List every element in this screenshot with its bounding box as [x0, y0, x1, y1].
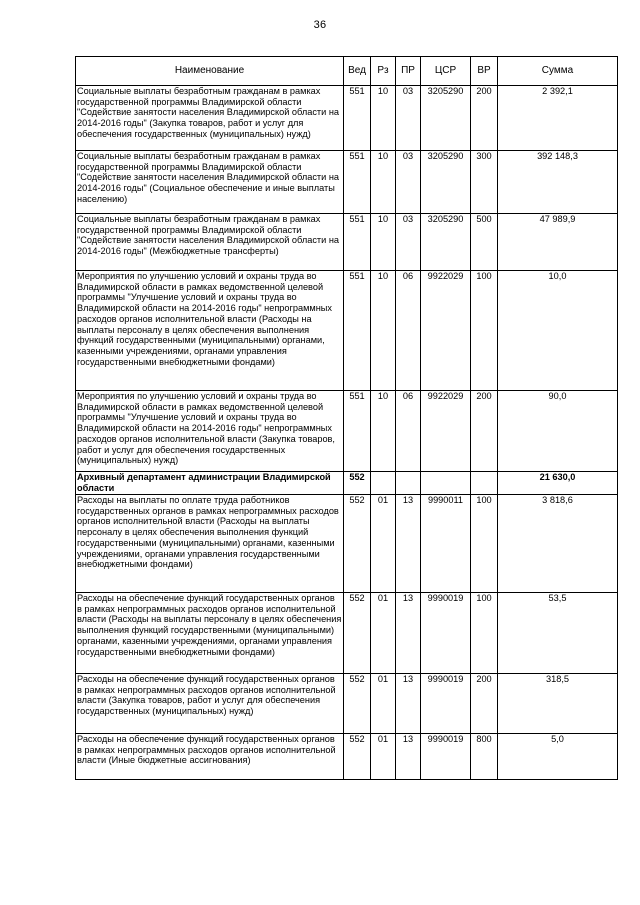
- header-row: [76, 57, 618, 86]
- cell-csr: 3205290: [421, 151, 471, 214]
- cell-ved: 551: [344, 391, 371, 472]
- cell-ved: 551: [344, 214, 371, 271]
- table-row: [76, 593, 618, 674]
- cell-pr: 03: [396, 214, 421, 271]
- cell-rz: 10: [371, 391, 396, 472]
- table-row: [76, 271, 618, 391]
- cell-name: Расходы на обеспечение функций государственных органов в рамках непрограммных расходов органов исполнительной власти (Иные бюджетные ассигнования): [76, 734, 344, 780]
- cell-pr: 13: [396, 593, 421, 674]
- cell-sum: 3 818,6: [498, 495, 618, 593]
- cell-name: Расходы на обеспечение функций государственных органов в рамках непрограммных расходов органов исполнительной власти (Расходы на выплаты персоналу в целях обеспечения выполнения функций государственными (муниципальными) органами, казенными учреждениями, органами управления государственными внебюджетными фондами): [76, 593, 344, 674]
- cell-rz: [371, 472, 396, 495]
- cell-csr: 9922029: [421, 271, 471, 391]
- cell-csr: 9922029: [421, 391, 471, 472]
- cell-rz: 10: [371, 214, 396, 271]
- cell-pr: 13: [396, 674, 421, 734]
- table-row: [76, 472, 618, 495]
- cell-sum: 318,5: [498, 674, 618, 734]
- header-csr: ЦСР: [421, 57, 471, 86]
- cell-pr: 13: [396, 495, 421, 593]
- table-row: [76, 214, 618, 271]
- cell-pr: [396, 472, 421, 495]
- cell-name: Расходы на выплаты по оплате труда работников государственных органов в рамках непрограммных расходов органов исполнительной власти (Расходы на выплаты персоналу в целях обеспечения выполнения функций государственными (муниципальными) органами, казенными учреждениями, органами управления государственными внебюджетными фондами): [76, 495, 344, 593]
- header-vr: ВР: [471, 57, 498, 86]
- cell-vr: 100: [471, 495, 498, 593]
- table-row: [76, 151, 618, 214]
- cell-vr: 800: [471, 734, 498, 780]
- cell-pr: 06: [396, 391, 421, 472]
- cell-rz: 01: [371, 674, 396, 734]
- cell-name: Мероприятия по улучшению условий и охраны труда во Владимирской области в рамках ведомственной целевой программы "Улучшение условий и охраны труда во Владимирской области на 2014-2016 годы" непрограммных расходов органов исполнительной власти (Расходы на выплаты персоналу в целях обеспечения выполнения функций государственными (муниципальными) органами, казенными учреждениями, органами управления государственными внебюджетными фондами): [76, 271, 344, 391]
- cell-csr: 9990019: [421, 593, 471, 674]
- cell-sum: 47 989,9: [498, 214, 618, 271]
- cell-vr: 300: [471, 151, 498, 214]
- header-ved: Вед: [344, 57, 371, 86]
- cell-sum: 10,0: [498, 271, 618, 391]
- cell-vr: 500: [471, 214, 498, 271]
- cell-sum: 53,5: [498, 593, 618, 674]
- cell-vr: 200: [471, 86, 498, 151]
- budget-table: [75, 56, 618, 780]
- table-row: [76, 86, 618, 151]
- cell-vr: 100: [471, 593, 498, 674]
- cell-ved: 552: [344, 734, 371, 780]
- cell-ved: 551: [344, 271, 371, 391]
- cell-sum: 5,0: [498, 734, 618, 780]
- header-name: Наименование: [76, 57, 344, 86]
- cell-csr: 9990011: [421, 495, 471, 593]
- header-pr: ПР: [396, 57, 421, 86]
- header-sum: Сумма: [498, 57, 618, 86]
- cell-sum: 21 630,0: [498, 472, 618, 495]
- table-row: [76, 495, 618, 593]
- cell-rz: 01: [371, 495, 396, 593]
- cell-name: Социальные выплаты безработным гражданам в рамках государственной программы Владимирской области "Содействие занятости населения Владимирской области на 2014-2016 годы" (Закупка товаров, работ и услуг для обеспечения государственных (муниципальных) нужд): [76, 86, 344, 151]
- cell-rz: 01: [371, 593, 396, 674]
- cell-name: Расходы на обеспечение функций государственных органов в рамках непрограммных расходов органов исполнительной власти (Закупка товаров, работ и услуг для обеспечения государственных (муниципальных) нужд): [76, 674, 344, 734]
- cell-ved: 551: [344, 151, 371, 214]
- cell-name: Мероприятия по улучшению условий и охраны труда во Владимирской области в рамках ведомственной целевой программы "Улучшение условий и охраны труда во Владимирской области на 2014-2016 годы" непрограммных расходов органов исполнительной власти (Закупка товаров, работ и услуг для обеспечения государственных (муниципальных) нужд): [76, 391, 344, 472]
- page-number: 36: [313, 19, 327, 31]
- cell-name: Социальные выплаты безработным гражданам в рамках государственной программы Владимирской области "Содействие занятости населения Владимирской области на 2014-2016 годы" (Социальное обеспечение и иные выплаты населению): [76, 151, 344, 214]
- cell-name: Архивный департамент администрации Владимирской области: [76, 472, 344, 495]
- cell-ved: 552: [344, 495, 371, 593]
- cell-ved: 552: [344, 674, 371, 734]
- cell-sum: 90,0: [498, 391, 618, 472]
- table-row: [76, 674, 618, 734]
- cell-csr: 9990019: [421, 734, 471, 780]
- cell-rz: 10: [371, 86, 396, 151]
- cell-ved: 552: [344, 593, 371, 674]
- cell-pr: 06: [396, 271, 421, 391]
- cell-sum: 392 148,3: [498, 151, 618, 214]
- cell-vr: 100: [471, 271, 498, 391]
- cell-pr: 03: [396, 86, 421, 151]
- cell-vr: [471, 472, 498, 495]
- cell-csr: 3205290: [421, 214, 471, 271]
- cell-rz: 01: [371, 734, 396, 780]
- cell-rz: 10: [371, 271, 396, 391]
- cell-ved: 552: [344, 472, 371, 495]
- cell-csr: 3205290: [421, 86, 471, 151]
- cell-pr: 03: [396, 151, 421, 214]
- cell-rz: 10: [371, 151, 396, 214]
- cell-vr: 200: [471, 674, 498, 734]
- table-row: [76, 391, 618, 472]
- header-rz: Рз: [371, 57, 396, 86]
- cell-csr: [421, 472, 471, 495]
- table-row: [76, 734, 618, 780]
- cell-sum: 2 392,1: [498, 86, 618, 151]
- cell-pr: 13: [396, 734, 421, 780]
- cell-csr: 9990019: [421, 674, 471, 734]
- cell-name: Социальные выплаты безработным гражданам в рамках государственной программы Владимирской области "Содействие занятости населения Владимирской области на 2014-2016 годы" (Межбюджетные трансферты): [76, 214, 344, 271]
- cell-vr: 200: [471, 391, 498, 472]
- cell-ved: 551: [344, 86, 371, 151]
